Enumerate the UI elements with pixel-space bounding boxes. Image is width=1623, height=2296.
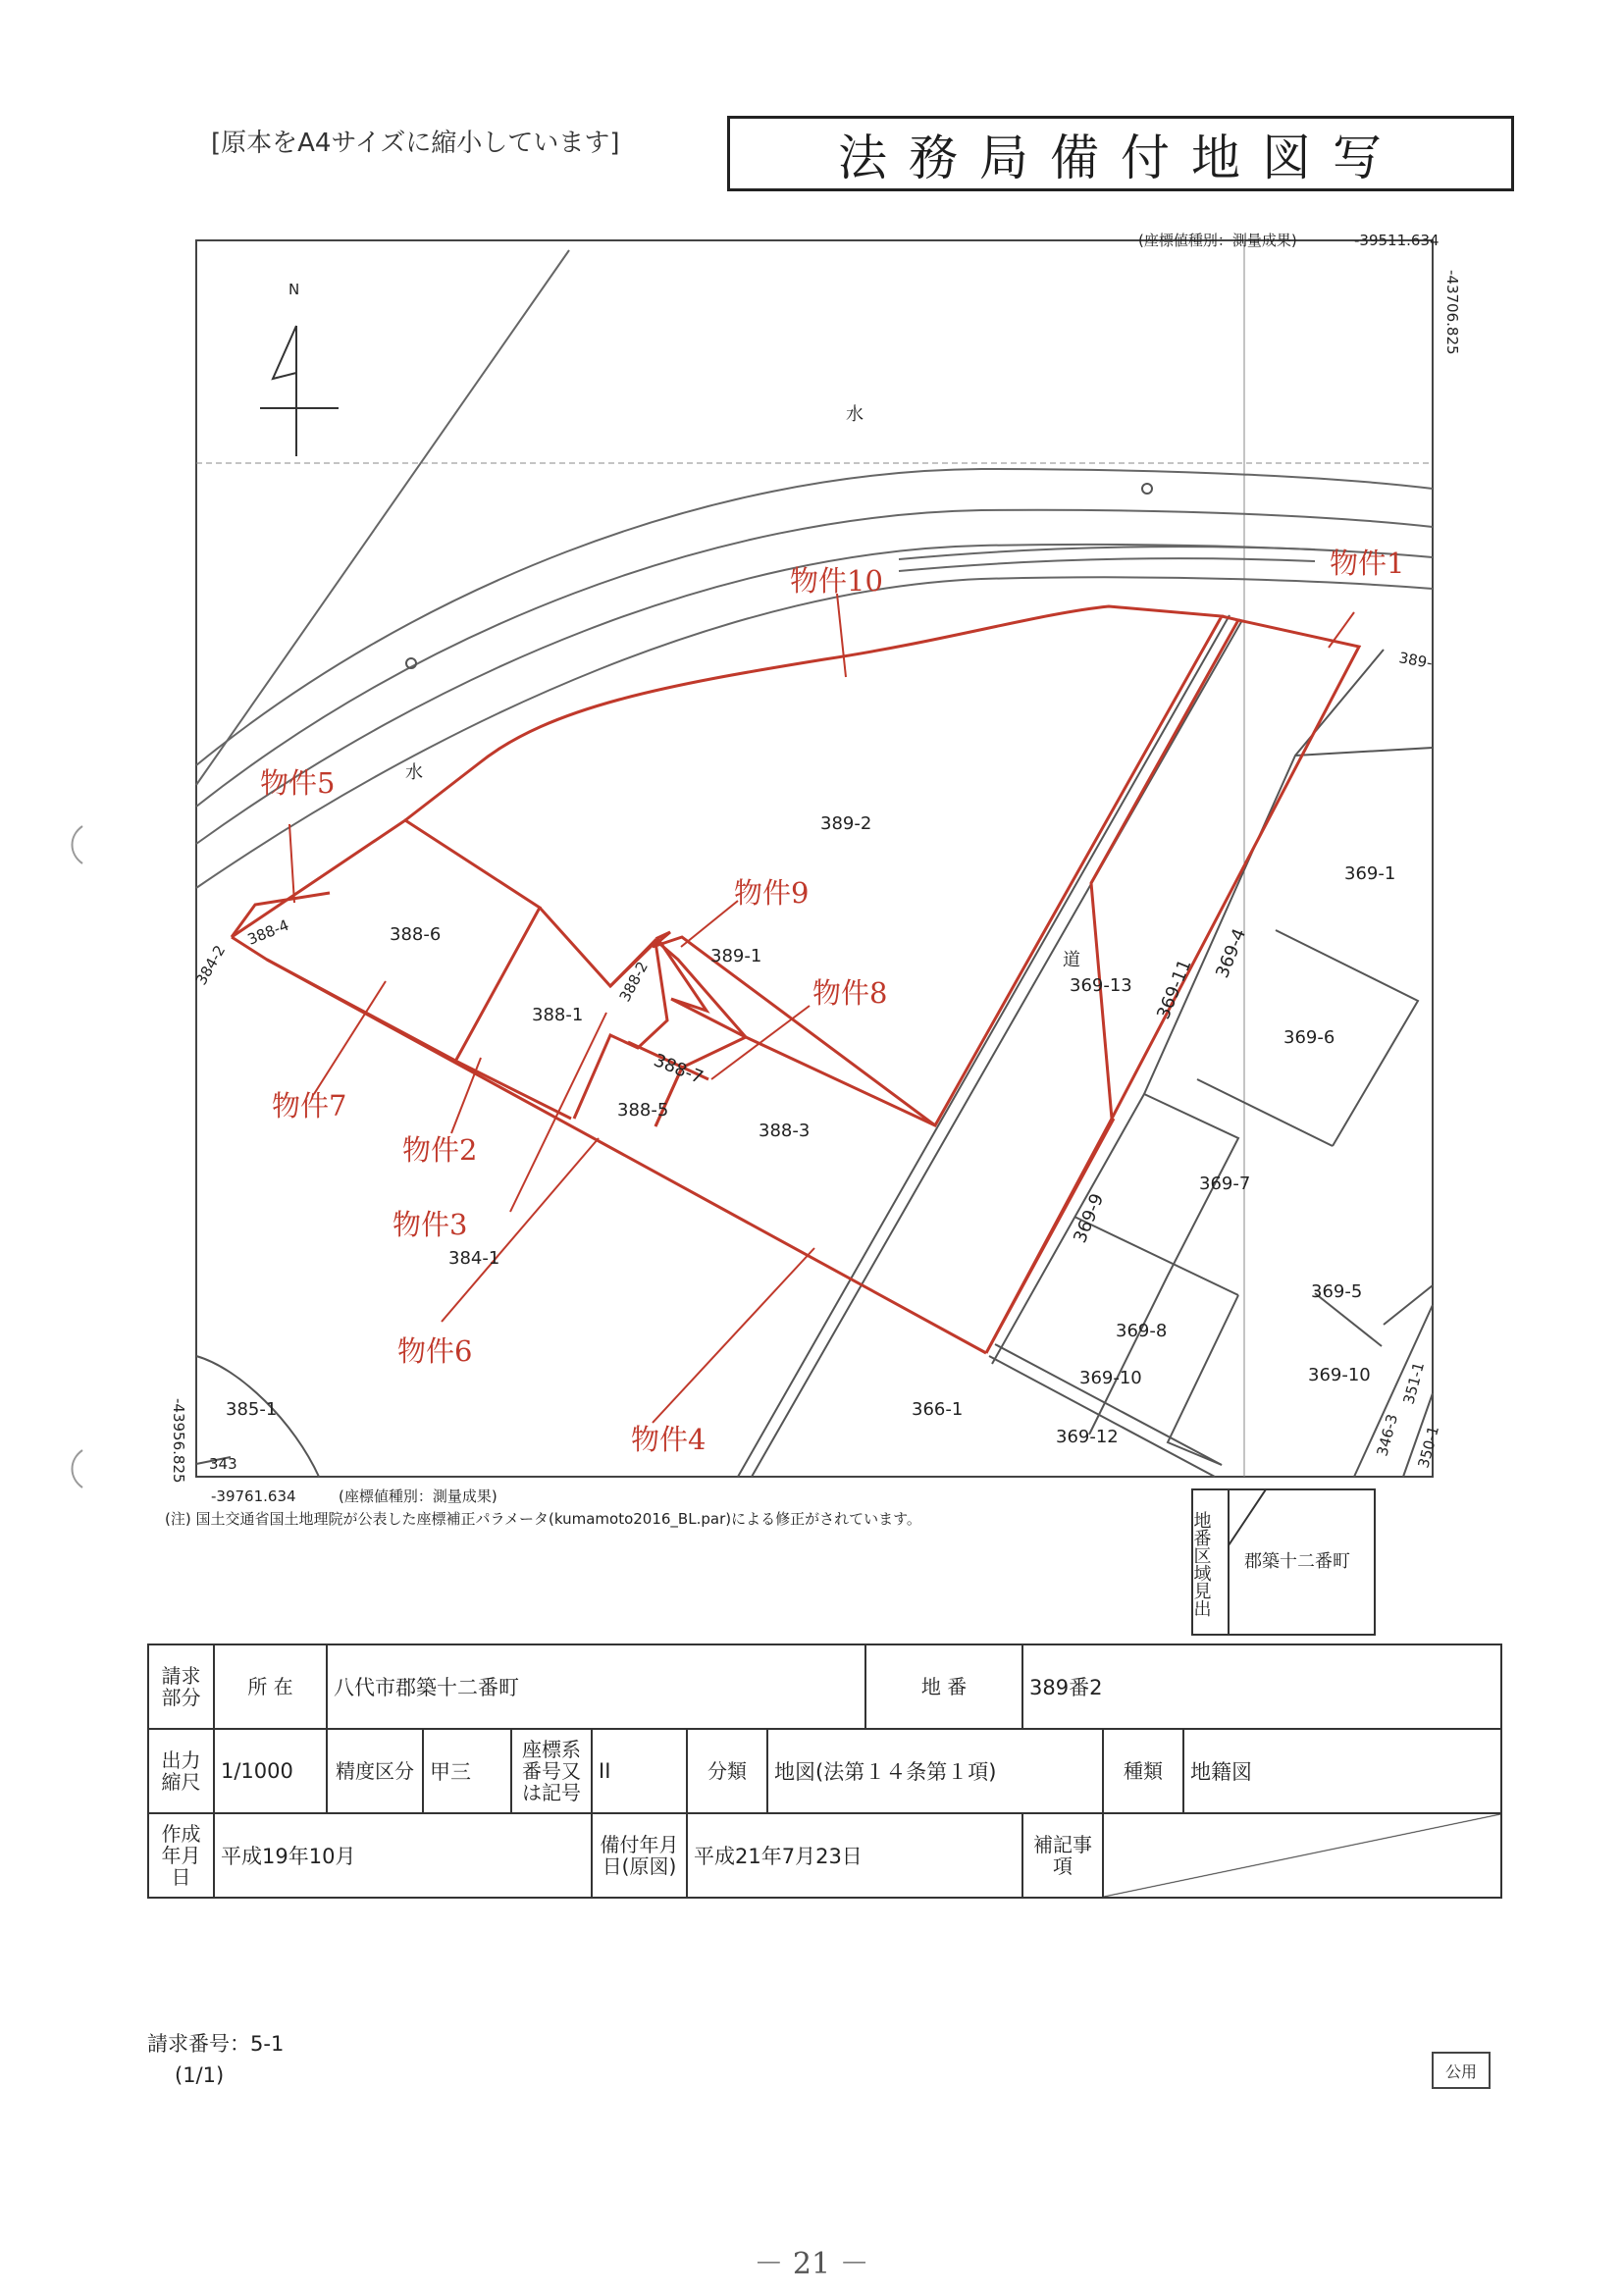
- classification-value: 地図(法第１４条第１項): [767, 1729, 1103, 1813]
- type-value: 地籍図: [1183, 1729, 1501, 1813]
- parcel-388-2: 388-2: [615, 958, 652, 1005]
- document-title: 法務局備付地図写: [838, 129, 1403, 186]
- reduction-note: [原本をA4サイズに縮小しています]: [211, 129, 620, 158]
- water-label-2: 水: [405, 762, 423, 783]
- parcel-366-1: 366-1: [912, 1399, 964, 1420]
- parcel-388-3: 388-3: [759, 1121, 811, 1141]
- property-9-label: 物件9: [734, 876, 810, 910]
- parcel-369-5: 369-5: [1311, 1281, 1363, 1302]
- parcel-384-2: 384-2: [191, 942, 230, 988]
- lot-value: 389番2: [1022, 1644, 1501, 1729]
- precision-label: 精度区分: [327, 1729, 423, 1813]
- property-1-label: 物件1: [1330, 547, 1405, 580]
- certificate-table: [147, 1644, 1502, 1899]
- type-label: 種類: [1103, 1729, 1183, 1813]
- binder-hole-mark-1: [73, 826, 83, 863]
- parcel-369-9: 369-9: [1070, 1190, 1109, 1246]
- property-2-label: 物件2: [402, 1133, 478, 1167]
- remarks-label: 補記事項: [1022, 1813, 1103, 1898]
- location-value: 八代市郡築十二番町: [327, 1644, 865, 1729]
- scale-label: 出力縮尺: [148, 1729, 214, 1813]
- classification-label: 分類: [687, 1729, 767, 1813]
- property-3-label: 物件3: [393, 1208, 468, 1241]
- road-label: 道: [1063, 950, 1080, 970]
- coord-system-value: II: [592, 1729, 687, 1813]
- precision-value: 甲三: [423, 1729, 511, 1813]
- filed-value: 平成21年7月23日: [687, 1813, 1022, 1898]
- parcel-388-5: 388-5: [617, 1100, 669, 1121]
- created-value: 平成19年10月: [214, 1813, 592, 1898]
- parcel-369-8: 369-8: [1116, 1321, 1168, 1341]
- coord-system-label: 座標系番号又は記号: [511, 1729, 592, 1813]
- legend-label-vertical: 地番区域見出: [1190, 1511, 1212, 1617]
- parcel-369-10b: 369-10: [1308, 1365, 1371, 1385]
- coord-left-bottom: -43956.825: [170, 1398, 187, 1484]
- request-number: 請求番号：5-1: [147, 2032, 285, 2056]
- request-section-label: 請求部分: [148, 1644, 214, 1729]
- page-of: (1/1): [175, 2063, 225, 2087]
- parcel-346-3: 346-3: [1373, 1412, 1402, 1459]
- parcel-388-6: 388-6: [390, 924, 442, 945]
- coord-top-right: -39511.634: [1354, 232, 1440, 249]
- parcel-389-2: 389-2: [820, 813, 872, 834]
- parcel-369-10a: 369-10: [1079, 1368, 1142, 1388]
- parcel-369-6: 369-6: [1283, 1027, 1335, 1048]
- parcel-369-4: 369-4: [1212, 925, 1251, 981]
- coord-kind-bottom: (座標値種別：測量成果): [339, 1487, 497, 1505]
- scale-value: 1/1000: [214, 1729, 327, 1813]
- parcel-369-12: 369-12: [1056, 1427, 1119, 1447]
- north-label: N: [288, 281, 300, 298]
- parcel-369-7: 369-7: [1199, 1174, 1251, 1194]
- north-arrow-icon: [260, 326, 339, 456]
- binder-hole-mark-2: [73, 1450, 83, 1487]
- page-number: － 21 －: [754, 2247, 869, 2281]
- created-label: 作成年月日: [148, 1813, 214, 1898]
- remarks-value: [1103, 1813, 1501, 1898]
- legend-town: 郡築十二番町: [1244, 1551, 1350, 1572]
- location-label: 所 在: [214, 1644, 327, 1729]
- property-4-label: 物件4: [631, 1423, 707, 1456]
- parcel-351-1: 351-1: [1399, 1360, 1429, 1407]
- filed-label: 備付年月日(原図): [592, 1813, 687, 1898]
- coord-bottom-left: -39761.634: [211, 1487, 296, 1505]
- marker-circle-2: [1142, 484, 1152, 494]
- coord-right-top: -43706.825: [1443, 270, 1461, 355]
- parcel-388-7: 388-7: [651, 1050, 707, 1089]
- parcel-343: 343: [209, 1455, 237, 1473]
- parcel-388-4: 388-4: [244, 915, 291, 949]
- parcel-350-1: 350-1: [1414, 1424, 1443, 1471]
- property-7-label: 物件7: [272, 1089, 347, 1122]
- parcel-369-11: 369-11: [1153, 956, 1196, 1022]
- parcel-369-13: 369-13: [1070, 975, 1132, 996]
- property-6-label: 物件6: [397, 1334, 473, 1368]
- parcel-369-1: 369-1: [1344, 863, 1396, 884]
- water-label-1: 水: [846, 404, 864, 425]
- property-10-label: 物件10: [790, 564, 883, 598]
- correction-note: (注) 国土交通省国土地理院が公表した座標補正パラメータ(kumamoto2016_BL.par)による修正がされています。: [165, 1510, 921, 1528]
- parcel-384-1: 384-1: [448, 1248, 500, 1269]
- parcel-385-1: 385-1: [226, 1399, 278, 1420]
- parcel-389-small: 389-: [1397, 649, 1434, 672]
- official-use-stamp: 公用: [1432, 2052, 1491, 2089]
- property-8-label: 物件8: [812, 976, 888, 1010]
- footer-block: [147, 2028, 284, 2091]
- parcel-388-1: 388-1: [532, 1005, 584, 1025]
- coord-kind-top: (座標値種別：測量成果): [1138, 232, 1297, 249]
- property-5-label: 物件5: [260, 766, 336, 800]
- parcel-389-1: 389-1: [710, 946, 762, 966]
- lot-label: 地 番: [865, 1644, 1022, 1729]
